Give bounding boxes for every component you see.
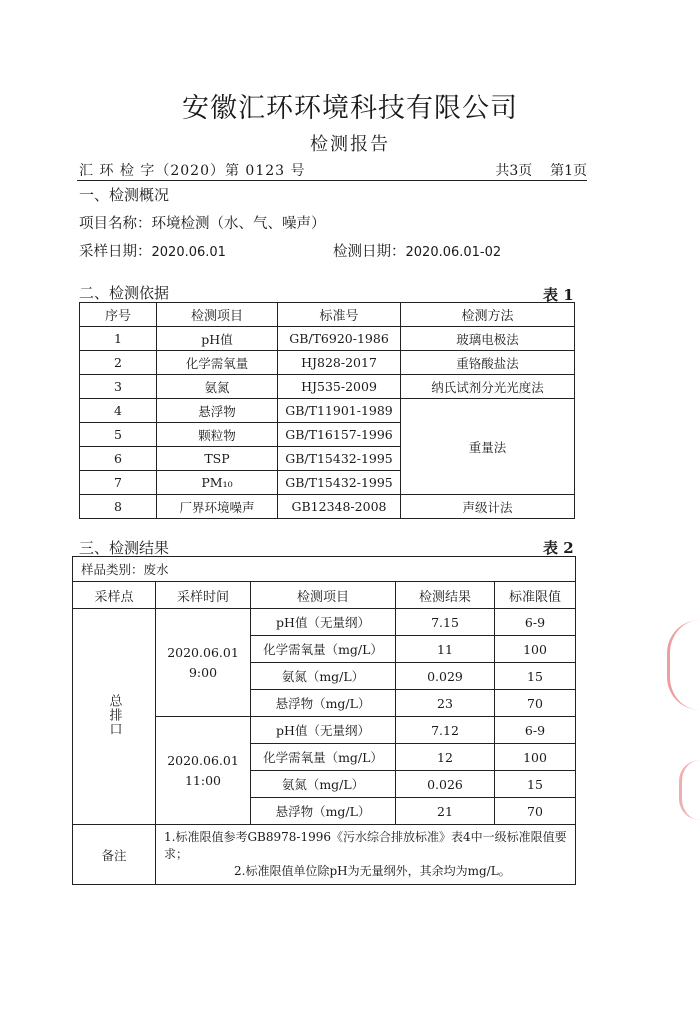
- row-item: 化学需氧量（mg/L）: [251, 636, 396, 663]
- header-method: 检测方法: [401, 303, 575, 327]
- table2-label: 表 2: [543, 539, 574, 557]
- row-item: PM₁₀: [157, 471, 278, 495]
- test-date: [333, 240, 501, 261]
- row-standard: GB12348-2008: [278, 495, 401, 519]
- row-standard: GB/T15432-1995: [278, 447, 401, 471]
- sampling-time: 2020.06.01 9:00: [156, 609, 251, 717]
- page-info: 共3页 第1页: [495, 163, 587, 179]
- company-name: 安徽汇环环境科技有限公司: [182, 93, 518, 124]
- row-limit: 70: [495, 798, 576, 825]
- section2-title: 二、检测依据: [79, 284, 170, 302]
- row-standard: GB/T11901-1989: [278, 399, 401, 423]
- section3-title: 三、检测结果: [79, 539, 170, 557]
- row-result: 7.12: [396, 717, 495, 744]
- row-no: 8: [80, 495, 157, 519]
- sampling-point: [73, 609, 156, 825]
- row-result: 12: [396, 744, 495, 771]
- row-item: 氨氮（mg/L）: [251, 663, 396, 690]
- row-method: 声级计法: [401, 495, 575, 519]
- row-no: 1: [80, 327, 157, 351]
- remarks-row: [73, 825, 576, 885]
- remarks-text: [156, 825, 576, 885]
- row-item: TSP: [157, 447, 278, 471]
- sampling-point-label: 总排口: [106, 694, 122, 736]
- row-item: pH值（无量纲）: [251, 609, 396, 636]
- row-item: 厂界环境噪声: [157, 495, 278, 519]
- row-item: 氨氮（mg/L）: [251, 771, 396, 798]
- row-item: 颗粒物: [157, 423, 278, 447]
- remarks-label: 备注: [73, 825, 156, 885]
- row-limit: 15: [495, 771, 576, 798]
- row-no: 2: [80, 351, 157, 375]
- row-limit: 100: [495, 744, 576, 771]
- row-no: 7: [80, 471, 157, 495]
- test-date-value: 2020.06.01-02: [405, 245, 502, 260]
- table1-label: 表 1: [543, 286, 574, 304]
- row-limit: 70: [495, 690, 576, 717]
- remark-line: 1.标准限值参考GB8978-1996《污水综合排放标准》表4中一级标准限值要求；: [164, 830, 567, 861]
- row-result: 0.029: [396, 663, 495, 690]
- row-item: 化学需氧量（mg/L）: [251, 744, 396, 771]
- row-item: 悬浮物（mg/L）: [251, 798, 396, 825]
- table-row: [73, 609, 576, 636]
- table-row: [80, 399, 575, 423]
- row-result: 11: [396, 636, 495, 663]
- row-result: 7.15: [396, 609, 495, 636]
- row-item: 化学需氧量: [157, 351, 278, 375]
- header-point: 采样点: [73, 582, 156, 609]
- row-item: pH值（无量纲）: [251, 717, 396, 744]
- row-item: 悬浮物（mg/L）: [251, 690, 396, 717]
- sample-category-row: [73, 557, 576, 582]
- sample-category: 样品类别：废水: [73, 557, 576, 582]
- sampling-date: [79, 240, 226, 261]
- header-result: 检测结果: [396, 582, 495, 609]
- sampling-time: 2020.06.01 11:00: [156, 717, 251, 825]
- doc-number: 汇 环 检 字（2020）第 0123 号: [79, 163, 306, 179]
- header-item: 检测项目: [157, 303, 278, 327]
- header-item: 检测项目: [251, 582, 396, 609]
- row-no: 4: [80, 399, 157, 423]
- red-stamp-edge: [667, 620, 700, 710]
- row-standard: GB/T6920-1986: [278, 327, 401, 351]
- sampling-date-value: 2020.06.01: [151, 245, 226, 260]
- table-header-row: [73, 582, 576, 609]
- row-limit: 15: [495, 663, 576, 690]
- report-title: 检测报告: [310, 134, 390, 155]
- row-item: 氨氮: [157, 375, 278, 399]
- row-method-merged: 重量法: [401, 399, 575, 495]
- header-rule: [77, 180, 587, 181]
- row-no: 6: [80, 447, 157, 471]
- standards-table: [79, 302, 575, 519]
- header-limit: 标准限值: [495, 582, 576, 609]
- header-time: 采样时间: [156, 582, 251, 609]
- table-row: [80, 495, 575, 519]
- table-row: [80, 327, 575, 351]
- header-no: 序号: [80, 303, 157, 327]
- table-row: [80, 375, 575, 399]
- row-no: 3: [80, 375, 157, 399]
- row-result: 0.026: [396, 771, 495, 798]
- row-limit: 6-9: [495, 717, 576, 744]
- row-no: 5: [80, 423, 157, 447]
- red-stamp-edge: [679, 760, 700, 820]
- table-header-row: [80, 303, 575, 327]
- row-standard: HJ828-2017: [278, 351, 401, 375]
- row-item: pH值: [157, 327, 278, 351]
- row-standard: GB/T15432-1995: [278, 471, 401, 495]
- row-limit: 100: [495, 636, 576, 663]
- sampling-date-label: 采样日期：: [79, 244, 152, 260]
- results-table: [72, 556, 576, 885]
- remark-line: 2.标准限值单位除pH为无量纲外，其余均为mg/L。: [234, 864, 511, 878]
- row-method: 玻璃电极法: [401, 327, 575, 351]
- header-standard: 标准号: [278, 303, 401, 327]
- section1-title: 一、检测概况: [79, 186, 170, 204]
- row-result: 23: [396, 690, 495, 717]
- row-item: 悬浮物: [157, 399, 278, 423]
- row-method: 纳氏试剂分光光度法: [401, 375, 575, 399]
- project-name: 项目名称：环境检测（水、气、噪声）: [79, 216, 326, 232]
- row-limit: 6-9: [495, 609, 576, 636]
- row-standard: HJ535-2009: [278, 375, 401, 399]
- row-method: 重铬酸盐法: [401, 351, 575, 375]
- test-date-label: 检测日期：: [333, 244, 406, 260]
- row-result: 21: [396, 798, 495, 825]
- table-row: [80, 351, 575, 375]
- row-standard: GB/T16157-1996: [278, 423, 401, 447]
